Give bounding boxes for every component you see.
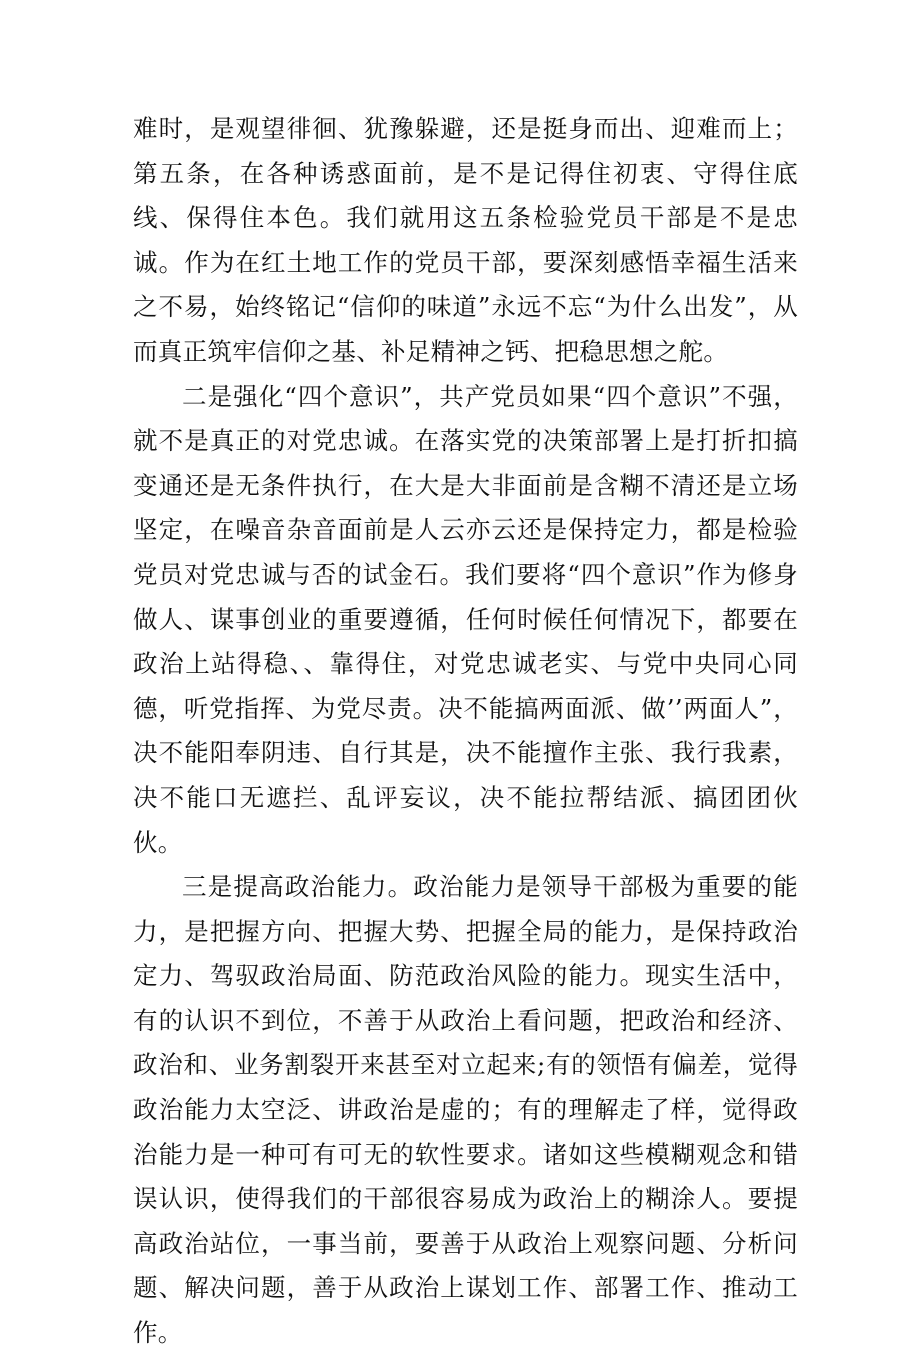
- paragraph-continued: 难时，是观望徘徊、犹豫躲避，还是挺身而出、迎难而上；第五条，在各种诱惑面前，是不是记得住初衷、守得住底线、保得住本色。我们就用这五条检验党员干部是不是忠诚。作为在红土地工作的党员干部，要深刻感悟幸福生活来之不易，始终铭记“信仰的味道”永远不忘“为什么出发”，从而真正筑牢信仰之基、补足精神之钙、把稳思想之舵。: [133, 114, 798, 366]
- paragraph-political-ability: 三是提高政治能力。政治能力是领导干部极为重要的能力，是把握方向、把握大势、把握全局的能力，是保持政治定力、驾驭政治局面、防范政治风险的能力。现实生活中，有的认识不到位，不善于从政治上看问题，把政治和经济、政治和、业务割裂开来甚至对立起来;有的领悟有偏差，觉得政治能力太空泛、讲政治是虚的；有的理解走了样，觉得政治能力是一种可有可无的软性要求。诸如这些模糊观念和错误认识，使得我们的干部很容易成为政治上的糊涂人。要提高政治站位，一事当前，要善于从政治上观察问题、分析问题、解决问题，善于从政治上谋划工作、部署工作、推动工作。: [133, 872, 798, 1348]
- paragraph-four-consciousness: 二是强化“四个意识”，共产党员如果“四个意识”不强，就不是真正的对党忠诚。在落实党的决策部署上是打折扣搞变通还是无条件执行，在大是大非面前是含糊不清还是立场坚定，在噪音杂音面前是人云亦云还是保持定力，都是检验党员对党忠诚与否的试金石。我们要将“四个意识”作为修身做人、谋事创业的重要遵循，任何时候任何情况下，都要在政治上站得稳、、靠得住，对党忠诚老实、与党中央同心同德，听党指挥、为党尽责。决不能搞两面派、做’’两面人”，决不能阳奉阴违、自行其是，决不能擅作主张、我行我素，决不能口无遮拦、乱评妄议，决不能拉帮结派、搞团团伙伙。: [133, 381, 798, 857]
- document-body: [133, 107, 798, 1356]
